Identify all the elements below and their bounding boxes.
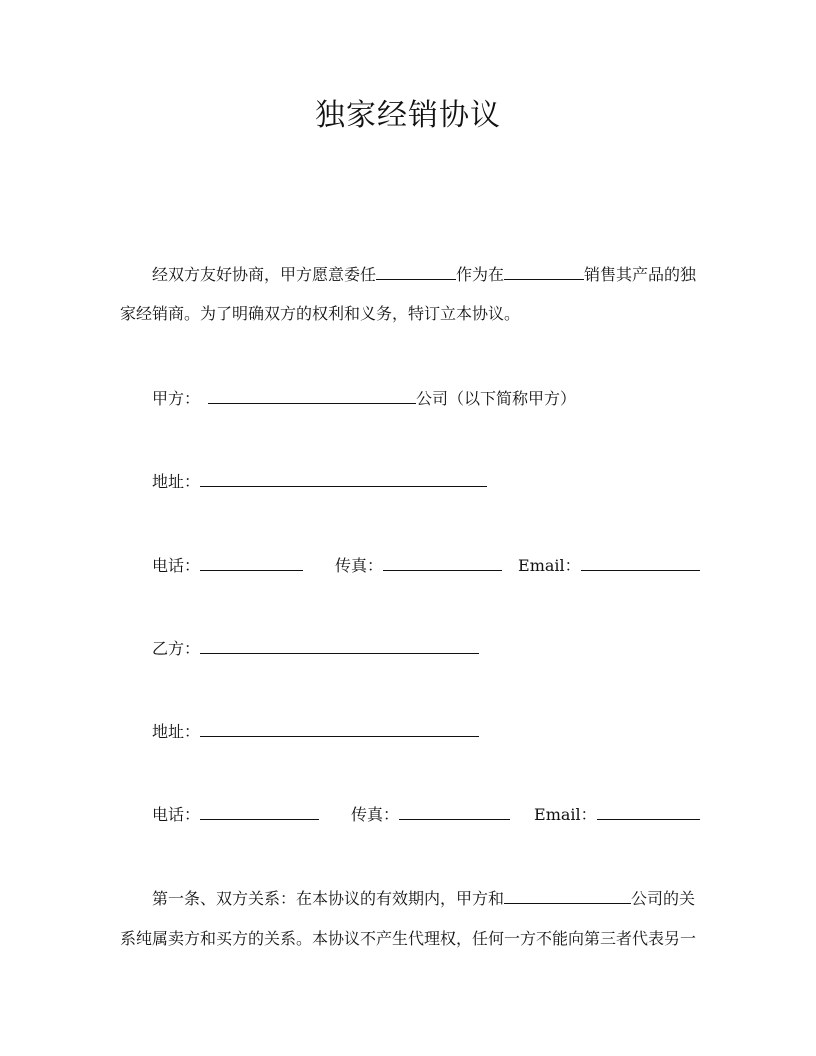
party-a-address-line xyxy=(120,469,698,494)
party-b-email-label: Email： xyxy=(534,805,597,824)
party-a-fax-label: 传真： xyxy=(335,556,384,575)
party-a-email-blank[interactable] xyxy=(581,553,700,571)
party-b-contact-line xyxy=(120,802,698,827)
party-a-suffix: 公司（以下简称甲方） xyxy=(416,389,577,408)
party-a-phone-label: 电话： xyxy=(152,556,201,575)
party-b-fax-blank[interactable] xyxy=(399,802,510,820)
article-1-text-1: 第一条、双方关系：在本协议的有效期内，甲方和 xyxy=(152,889,505,908)
party-b-name-blank[interactable] xyxy=(200,636,479,654)
party-a-email-label: Email： xyxy=(518,556,581,575)
intro-text-2: 作为在 xyxy=(456,265,505,284)
party-b-address-label: 地址： xyxy=(152,722,201,741)
party-b-label: 乙方： xyxy=(152,639,201,658)
party-b-email-blank[interactable] xyxy=(597,802,700,820)
article-1-line-2: 系纯属卖方和买方的关系。本协议不产生代理权，任何一方不能向第三者代表另一 xyxy=(120,929,697,948)
document-title: 独家经销协议 xyxy=(315,98,501,133)
party-a-name-blank[interactable] xyxy=(208,386,416,404)
distributor-name-blank[interactable] xyxy=(376,262,456,280)
party-b-phone-blank[interactable] xyxy=(200,802,319,820)
article-1-line-1 xyxy=(120,886,698,911)
party-a-fax-blank[interactable] xyxy=(383,553,502,571)
party-b-address-blank[interactable] xyxy=(200,719,479,737)
party-b-address-line xyxy=(120,719,698,744)
territory-blank[interactable] xyxy=(504,262,584,280)
party-b-line xyxy=(120,636,698,661)
intro-text-3: 销售其产品的独 xyxy=(584,265,697,284)
article-1-company-blank[interactable] xyxy=(504,886,631,904)
intro-line-1 xyxy=(120,262,698,287)
party-a-label: 甲方： xyxy=(152,389,201,408)
intro-line-2: 家经销商。为了明确双方的权利和义务，特订立本协议。 xyxy=(120,304,521,323)
party-a-contact-line xyxy=(120,553,698,578)
party-b-fax-label: 传真： xyxy=(351,805,400,824)
party-a-address-blank[interactable] xyxy=(200,469,487,487)
party-a-address-label: 地址： xyxy=(152,472,201,491)
party-a-line xyxy=(120,386,698,411)
party-a-phone-blank[interactable] xyxy=(200,553,303,571)
article-1-text-2: 公司的关 xyxy=(631,889,696,908)
party-b-phone-label: 电话： xyxy=(152,805,201,824)
intro-text-1: 经双方友好协商，甲方愿意委任 xyxy=(152,265,377,284)
